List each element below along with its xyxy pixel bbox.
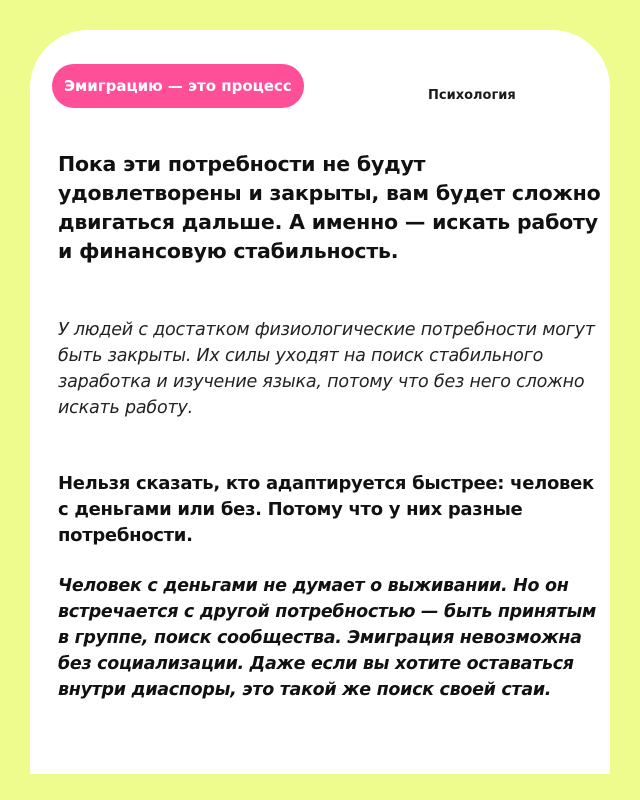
lead-paragraph: Пока эти потребности не будут удовлетворены и закрыты, вам будет сложно двигаться дальше. А именно — искать работу и финансовую стабильность. bbox=[58, 152, 601, 263]
content-card bbox=[30, 30, 610, 774]
category-label: Психология bbox=[428, 88, 516, 103]
italic-paragraph: У людей с достатком физиологические потребности могут быть закрыты. Их силы уходят на поиск стабильного заработка и изучение языка, потому что без него сложно искать работу. bbox=[58, 320, 595, 418]
topic-tag: Эмиграцию — это процесс bbox=[52, 64, 304, 108]
italic-bold-paragraph: Человек с деньгами не думает о выживании. Но он встречается с другой потребностью — быть принятым в группе, поиск сообщества. Эмиграция невозможна без социализации. Даже если вы хотите оставаться внутри диаспоры, это такой же поиск своей стаи. bbox=[58, 576, 596, 700]
bold-paragraph: Нельзя сказать, кто адаптируется быстрее: человек с деньгами или без. Потому что у них разные потребности. bbox=[58, 473, 594, 546]
